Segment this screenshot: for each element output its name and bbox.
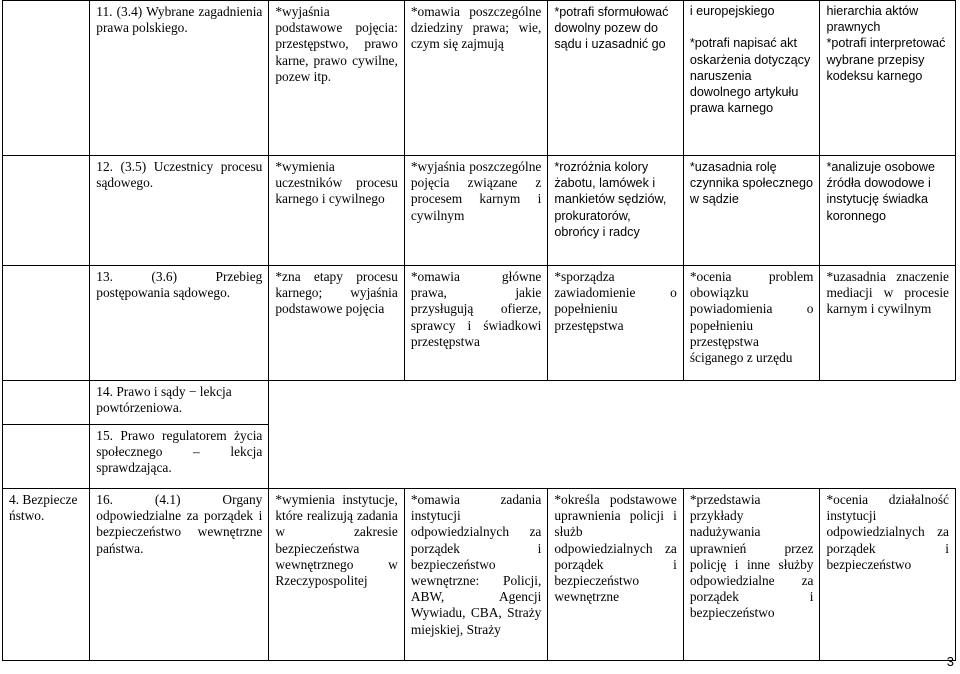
topic-cell: 13. (3.6) Przebieg postępowania sądowego. <box>90 266 269 381</box>
section-cell: 4. Bezpieczeństwo. <box>3 489 90 661</box>
level-4-cell: *ocenia problem obowiązku powiadomienia o popełnieniu przestępstwa ściganego z urzędu <box>683 266 820 381</box>
empty-cell <box>269 425 404 489</box>
topic-cell: 16. (4.1) Organy odpowiedzialne za porządek i bezpieczeństwo wewnętrzne państwa. <box>90 489 269 661</box>
level-1-cell: *wymienia instytucje, które realizują zadania w zakresie bezpieczeństwa wewnętrznego w Rzeczypospolitej <box>269 489 404 661</box>
level-2-cell: *omawia główne prawa, jakie przysługują ofierze, sprawcy i świadkowi przestępstwa <box>404 266 548 381</box>
level-4-text: i europejskiego *potrafi napisać akt oskarżenia dotyczący naruszenia dowolnego artykułu prawa karnego <box>689 4 811 116</box>
page-number: 3 <box>946 654 954 669</box>
table-row <box>3 381 956 425</box>
table-row <box>3 425 956 489</box>
table-row <box>3 156 956 266</box>
table-row <box>3 489 956 661</box>
section-cell <box>3 381 90 425</box>
level-5-cell: *uzasadnia znaczenie mediacji w procesie karnym i cywilnym <box>820 266 956 381</box>
level-1-cell: *wyjaśnia podstawowe pojęcia: przestępstwo, prawo karne, prawo cywilne, pozew itp. <box>269 1 404 156</box>
topic-cell: 15. Prawo regulatorem życia społecznego – lekcja sprawdzająca. <box>90 425 269 489</box>
empty-cell <box>269 381 404 425</box>
table-row <box>3 1 956 156</box>
level-3-cell: *sporządza zawiadomienie o popełnieniu przestępstwa <box>548 266 683 381</box>
level-2-cell: *omawia zadania instytucji odpowiedzialnych za porządek i bezpieczeństwo wewnętrzne: Policji, ABW, Agencji Wywiadu, CBA, Straży miejskiej, Straży <box>404 489 548 661</box>
topic-cell: 14. Prawo i sądy − lekcja powtórzeniowa. <box>90 381 269 425</box>
level-1-cell: *zna etapy procesu karnego; wyjaśnia podstawowe pojęcia <box>269 266 404 381</box>
level-4-cell <box>683 1 820 156</box>
empty-cell <box>820 381 956 425</box>
section-cell <box>3 425 90 489</box>
section-cell <box>3 1 90 156</box>
level-1-cell: *wymienia uczestników procesu karnego i cywilnego <box>269 156 404 266</box>
empty-cell <box>683 425 820 489</box>
level-4-cell: *przedstawia przykłady nadużywania uprawnień przez policję i inne służby odpowiedzialne za porządek i bezpieczeństwo <box>683 489 820 661</box>
empty-cell <box>404 425 548 489</box>
level-3-cell: *określa podstawowe uprawnienia policji i służb odpowiedzialnych za porządek i bezpieczeństwo wewnętrzne <box>548 489 683 661</box>
level-5-cell: *ocenia działalność instytucji odpowiedzialnych za porządek i bezpieczeństwo <box>820 489 956 661</box>
empty-cell <box>404 381 548 425</box>
empty-cell <box>548 381 683 425</box>
level-2-cell: *omawia poszczególne dziedziny prawa; wie, czym się zajmują <box>404 1 548 156</box>
section-cell <box>3 156 90 266</box>
section-cell <box>3 266 90 381</box>
level-5-cell <box>820 1 956 156</box>
topic-cell: 12. (3.5) Uczestnicy procesu sądowego. <box>90 156 269 266</box>
topic-cell: 11. (3.4) Wybrane zagadnienia prawa polskiego. <box>90 1 269 156</box>
empty-cell <box>820 425 956 489</box>
empty-cell <box>683 381 820 425</box>
level-5-cell: *analizuje osobowe źródła dowodowe i instytucję świadka koronnego <box>820 156 956 266</box>
level-2-cell: *wyjaśnia poszczególne pojęcia związane z procesem karnym i cywilnym <box>404 156 548 266</box>
level-4-cell: *uzasadnia rolę czynnika społecznego w sądzie <box>683 156 820 266</box>
table-row <box>3 266 956 381</box>
empty-cell <box>548 425 683 489</box>
level-3-cell: *rozróżnia kolory żabotu, lamówek i mankietów sędziów, prokuratorów, obrońcy i radcy <box>548 156 683 266</box>
level-3-cell: *potrafi sformułować dowolny pozew do sądu i uzasadnić go <box>548 1 683 156</box>
curriculum-table <box>2 0 956 661</box>
level-5-text: hierarchia aktów prawnych *potrafi interpretować wybrane przepisy kodeksu karnego <box>826 4 946 83</box>
